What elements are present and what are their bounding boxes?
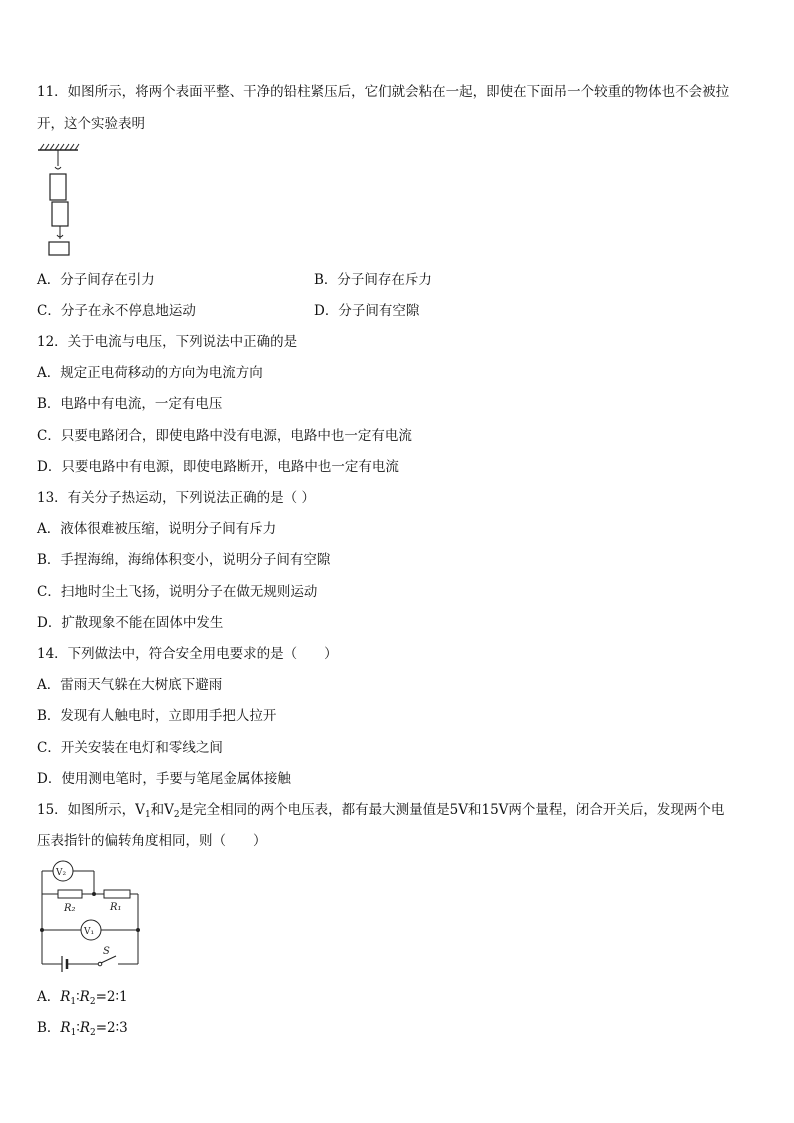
q15-option-a: A．$R_1∶R_2=2∶1$ — [37, 989, 128, 1007]
r2-label: R₂ — [64, 903, 76, 914]
resistor-r1 — [104, 890, 130, 898]
q15-stem-rest: 是完全相同的两个电压表，都有最大测量值是5V和15V两个量程，闭合开关后，发现两个电 — [179, 802, 725, 818]
r1-label: R₁ — [110, 902, 122, 913]
s-label: S — [103, 946, 110, 957]
q15-stem-mid: 和V — [150, 802, 174, 818]
q13-option-d: D．扩散现象不能在固体中发生 — [37, 615, 224, 631]
q15-sub-2: 2 — [173, 810, 180, 820]
q12-option-d: D．只要电路中有电源，即使电路断开，电路中也一定有电流 — [37, 459, 399, 475]
q15-stem-line1 — [37, 801, 724, 819]
q11-option-a: A．分子间存在引力 — [37, 272, 155, 288]
q12-option-b: B．电路中有电流，一定有电压 — [37, 396, 223, 412]
q12-option-a: A．规定正电荷移动的方向为电流方向 — [37, 365, 263, 381]
q15-sub-1: 1 — [144, 810, 151, 820]
q15-option-b: B．$R_1∶R_2=2∶3$ — [37, 1020, 128, 1038]
q13-stem: 13．有关分子热运动，下列说法正确的是（ ） — [37, 490, 315, 506]
q11-option-c: C．分子在永不停息地运动 — [37, 303, 196, 319]
q11-stem-line1: 11．如图所示，将两个表面平整、干净的铅柱紧压后，它们就会粘在一起，即使在下面吊一个较重的物体也不会被拉 — [37, 84, 730, 100]
q12-stem: 12．关于电流与电压，下列说法中正确的是 — [37, 334, 298, 350]
q11-stem-line2: 开，这个实验表明 — [37, 116, 145, 132]
lead-cylinders-figure — [36, 142, 84, 258]
q14-option-d: D．使用测电笔时，手要与笔尾金属体接触 — [37, 771, 291, 787]
q14-option-c: C．开关安装在电灯和零线之间 — [37, 740, 223, 756]
circuit-diagram — [36, 856, 146, 974]
q11-option-b: B．分子间存在斥力 — [314, 272, 432, 288]
q15-stem-prefix: 15．如图所示，V — [37, 802, 145, 818]
q11-option-d: D．分子间有空隙 — [314, 303, 420, 319]
q14-option-b: B．发现有人触电时，立即用手把人拉开 — [37, 708, 277, 724]
q12-option-c: C．只要电路闭合，即使电路中没有电源，电路中也一定有电流 — [37, 428, 412, 444]
q13-option-c: C．扫地时尘土飞扬，说明分子在做无规则运动 — [37, 584, 318, 600]
q14-stem: 14．下列做法中，符合安全用电要求的是（ ） — [37, 646, 338, 662]
q14-option-a: A．雷雨天气躲在大树底下避雨 — [37, 677, 223, 693]
q13-option-b: B．手捏海绵，海绵体积变小，说明分子间有空隙 — [37, 552, 331, 568]
resistor-r2 — [58, 890, 82, 898]
q15-stem-line2: 压表指针的偏转角度相同，则（ ） — [37, 833, 267, 849]
q13-option-a: A．液体很难被压缩，说明分子间有斥力 — [37, 521, 277, 537]
switch-s — [101, 956, 116, 963]
v1-label: V₁ — [84, 927, 95, 937]
v2-label: V₂ — [56, 868, 67, 878]
